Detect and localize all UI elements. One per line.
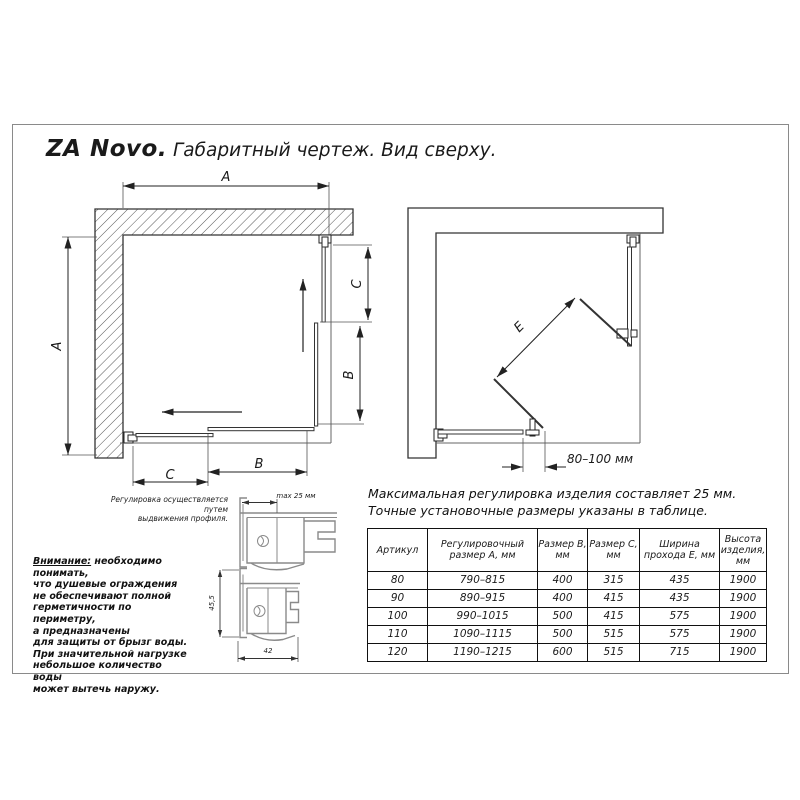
table-row xyxy=(368,626,767,644)
dim-label-42: 42 xyxy=(263,647,273,655)
sliding-door-right xyxy=(315,323,318,426)
dim-label-gap: 80–100 мм xyxy=(567,452,634,466)
cell-size-b: 500 xyxy=(538,626,588,644)
ext-lines-gap xyxy=(523,431,545,472)
cell-size-c: 315 xyxy=(588,572,640,590)
fixed-panel-open-bottom xyxy=(438,430,523,434)
cell-size-a: 1090–1115 xyxy=(428,626,538,644)
cell-height: 1900 xyxy=(720,572,767,590)
cell-size-c: 515 xyxy=(588,644,640,662)
dim-e-entry xyxy=(497,298,575,377)
left-top-view-diagram xyxy=(50,170,372,486)
table-row xyxy=(368,590,767,608)
max-adjustment-line2: Точные установочные размеры указаны в таблице. xyxy=(368,502,708,518)
cell-size-b: 500 xyxy=(538,608,588,626)
profile-retracted xyxy=(240,569,300,641)
cell-width-e: 435 xyxy=(640,590,720,608)
col-header-size-b: Размер B, мм xyxy=(538,529,588,572)
warning-line: небольшое количество воды xyxy=(33,660,162,683)
col-header-width-e: Ширина прохода E, мм xyxy=(640,529,720,572)
cell-size-c: 515 xyxy=(588,626,640,644)
product-name: ZA Novo. xyxy=(46,136,168,162)
ext-lines-455 xyxy=(222,570,239,637)
cell-article: 120 xyxy=(368,644,428,662)
warning-line: для защиты от брызг воды. xyxy=(33,637,188,649)
cell-article: 80 xyxy=(368,572,428,590)
warning-line: не обеспечивают полной xyxy=(33,590,172,602)
warning-note xyxy=(33,556,189,695)
cell-width-e: 575 xyxy=(640,626,720,644)
fixed-panel-right xyxy=(322,247,325,322)
dim-label-455: 45,5 xyxy=(208,595,216,611)
warning-line: а предназначены xyxy=(33,625,130,637)
dim-label-b-right: B xyxy=(342,370,357,380)
cell-size-a: 1190–1215 xyxy=(428,644,538,662)
open-door-bottom xyxy=(494,379,543,428)
table-header-row xyxy=(368,529,767,572)
table-row xyxy=(368,572,767,590)
cell-size-a: 790–815 xyxy=(428,572,538,590)
dim-label-max25: max 25 мм xyxy=(276,492,316,500)
col-header-height: Высота изделия, мм xyxy=(720,529,767,572)
cell-size-b: 400 xyxy=(538,572,588,590)
cell-width-e: 715 xyxy=(640,644,720,662)
max-adjustment-line1: Максимальная регулировка изделия составляет 25 мм. xyxy=(368,486,737,501)
open-door-right xyxy=(580,299,631,346)
dim-label-b-bottom: B xyxy=(254,457,264,472)
max-adjustment-note xyxy=(368,486,736,519)
fixed-panel-bottom xyxy=(136,434,213,437)
col-header-size-c: Размер C, мм xyxy=(588,529,640,572)
tray-outline xyxy=(120,243,331,443)
right-top-view-diagram xyxy=(408,208,663,472)
table-row xyxy=(368,608,767,626)
cell-height: 1900 xyxy=(720,626,767,644)
ext-lines-bottom xyxy=(133,431,307,486)
dim-label-e: E xyxy=(511,319,528,336)
warning-line: При значительной нагрузке xyxy=(33,648,187,660)
dim-label-a-left: A xyxy=(50,341,65,351)
door-handle-right-knob xyxy=(631,330,637,337)
sliding-door-bottom xyxy=(208,428,314,431)
cell-size-a: 890–915 xyxy=(428,590,538,608)
title-subtitle: Габаритный чертеж. Вид сверху. xyxy=(167,140,497,161)
dim-label-c-bottom: C xyxy=(165,468,175,483)
warning-line1-rest: необходимо понимать, xyxy=(33,556,162,579)
door-handle-bottom-bar xyxy=(526,430,539,435)
wall-profile-bracket-tr-inner xyxy=(630,237,636,247)
size-spec-table xyxy=(367,528,767,662)
adjustment-note-line1: Регулировка осуществляется путем xyxy=(110,495,228,514)
dim-a-left xyxy=(62,237,97,455)
dim-label-c-right: C xyxy=(350,279,365,289)
cell-article: 110 xyxy=(368,626,428,644)
wall-profile-bracket-inner xyxy=(322,237,328,247)
adjustment-note xyxy=(92,495,228,524)
cell-article: 100 xyxy=(368,608,428,626)
cell-width-e: 435 xyxy=(640,572,720,590)
tray-outline-right xyxy=(436,233,640,443)
cell-height: 1900 xyxy=(720,644,767,662)
warning-emphasis: Внимание: xyxy=(33,556,92,567)
warning-line: может вытечь наружу. xyxy=(33,683,160,695)
col-header-article: Артикул xyxy=(368,529,428,572)
cell-article: 90 xyxy=(368,590,428,608)
cell-size-a: 990–1015 xyxy=(428,608,538,626)
adjustment-note-line2: выдвижения профиля. xyxy=(137,514,228,523)
cell-size-b: 400 xyxy=(538,590,588,608)
warning-line xyxy=(33,556,189,579)
warning-line: что душевые ограждения xyxy=(33,579,178,591)
warning-line: герметичности по периметру, xyxy=(33,602,132,625)
cell-size-c: 415 xyxy=(588,590,640,608)
profile-extended xyxy=(240,498,337,570)
profile-sections xyxy=(240,498,337,640)
table-row xyxy=(368,644,767,662)
cell-size-c: 415 xyxy=(588,608,640,626)
cell-size-b: 600 xyxy=(538,644,588,662)
cell-height: 1900 xyxy=(720,590,767,608)
cell-height: 1900 xyxy=(720,608,767,626)
cell-width-e: 575 xyxy=(640,608,720,626)
col-header-size-a: Регулировочный размер A, мм xyxy=(428,529,538,572)
dim-label-a-top: A xyxy=(221,170,231,185)
